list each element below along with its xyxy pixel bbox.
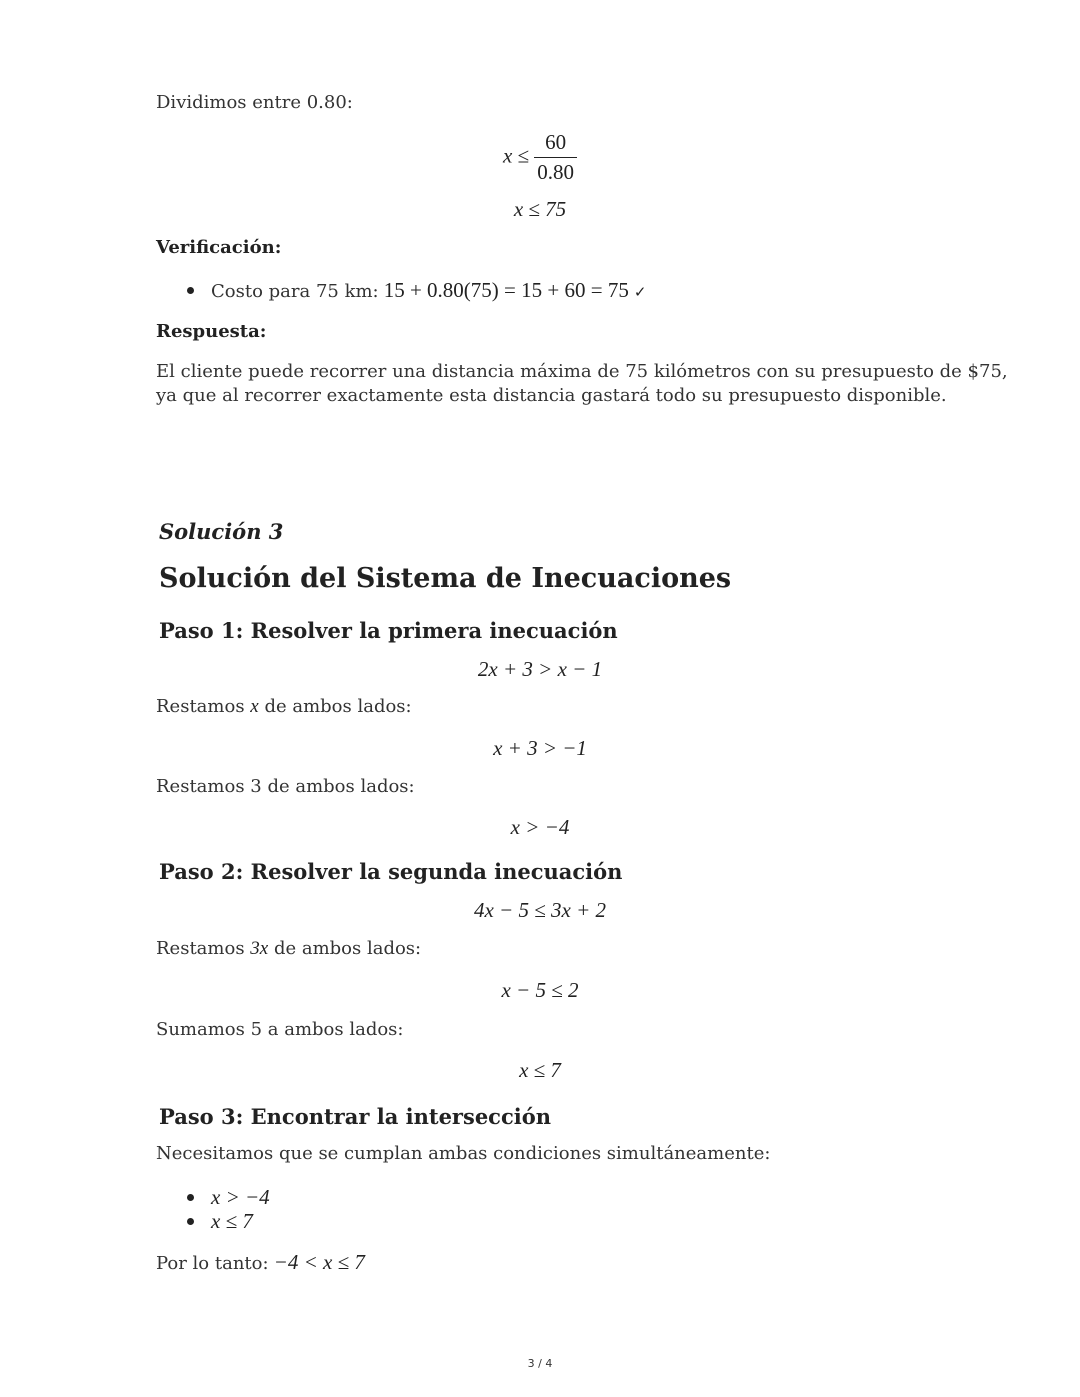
verification-item	[187, 278, 647, 303]
answer-line-2: ya que al recorrer exactamente esta distancia gastará todo su presupuesto disponible.	[156, 385, 947, 406]
conclusion	[156, 1250, 365, 1275]
answer-heading: Respuesta:	[156, 321, 267, 342]
note-text: de ambos lados:	[258, 696, 412, 717]
note-text: Restamos	[156, 696, 251, 717]
step1-note-1	[156, 696, 412, 718]
conclusion-label: Por lo tanto:	[156, 1253, 269, 1274]
step3-heading: Paso 3: Encontrar la intersección	[159, 1104, 552, 1129]
condition-item	[187, 1185, 270, 1210]
step1-heading: Paso 1: Resolver la primera inecuación	[159, 618, 618, 643]
note-text: de ambos lados:	[268, 938, 422, 959]
answer-line-1: El cliente puede recorrer una distancia máxima de 75 kilómetros con su presupuesto de $75,	[156, 361, 1008, 382]
step2-note-2: Sumamos 5 a ambos lados:	[156, 1019, 404, 1040]
fraction	[534, 130, 577, 185]
bullet-icon	[187, 1218, 194, 1225]
fraction-lhs: x ≤	[502, 143, 530, 168]
step1-equation-b: x + 3 > −1	[493, 736, 587, 760]
step2-equation-c: x ≤ 7	[519, 1058, 561, 1082]
note-var: 3x	[250, 938, 269, 959]
note-text: Restamos	[156, 938, 251, 959]
verification-heading: Verificación:	[156, 237, 282, 258]
step2-note-1	[156, 938, 421, 960]
step1-equation-a: 2x + 3 > x − 1	[477, 657, 603, 681]
condition-math: x ≤ 7	[211, 1209, 253, 1233]
conclusion-math: −4 < x ≤ 7	[273, 1250, 365, 1274]
step2-heading: Paso 2: Resolver la segunda inecuación	[159, 859, 623, 884]
page-number: 3 / 4	[527, 1357, 553, 1370]
bullet-icon	[187, 1194, 194, 1201]
step3-intro: Necesitamos que se cumplan ambas condiciones simultáneamente:	[156, 1143, 771, 1164]
fraction-denominator: 0.80	[537, 160, 575, 184]
check-icon: ✓	[633, 283, 647, 301]
step2-equation-a: 4x − 5 ≤ 3x + 2	[473, 898, 606, 922]
verification-math: 15 + 0.80(75) = 15 + 60 = 75	[383, 278, 629, 302]
fraction-numerator: 60	[534, 130, 577, 158]
condition-item	[187, 1209, 253, 1234]
bullet-icon	[187, 287, 194, 294]
equation-result: x ≤ 75	[513, 197, 567, 221]
divide-instruction: Dividimos entre 0.80:	[156, 92, 353, 113]
verification-label: Costo para 75 km:	[211, 281, 379, 302]
note-var: x	[250, 696, 259, 717]
step1-equation-c: x > −4	[510, 815, 570, 839]
step1-note-2: Restamos 3 de ambos lados:	[156, 776, 415, 797]
equation-fraction	[0, 130, 1080, 185]
step2-equation-b: x − 5 ≤ 2	[501, 978, 579, 1002]
solution-label: Solución 3	[159, 519, 284, 544]
section-title: Solución del Sistema de Inecuaciones	[159, 563, 732, 594]
condition-math: x > −4	[211, 1185, 270, 1209]
